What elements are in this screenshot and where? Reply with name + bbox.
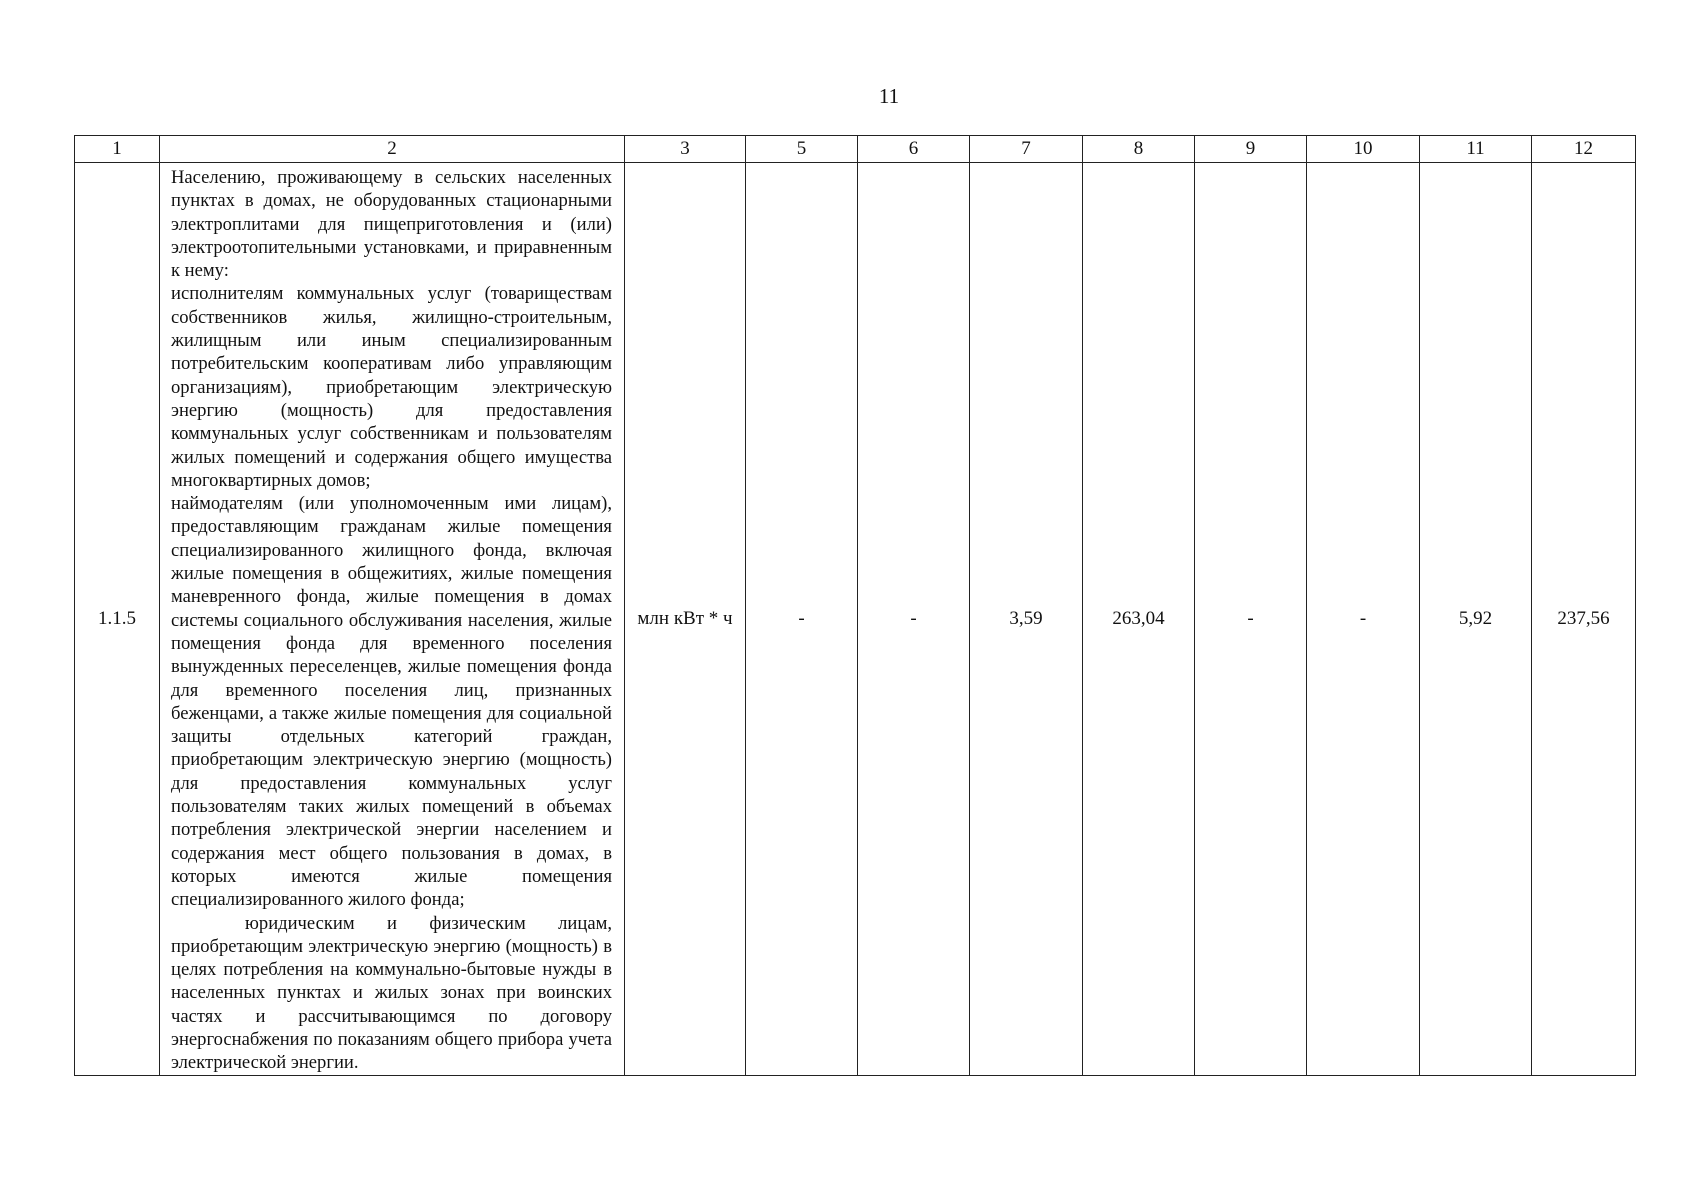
header-col-6: 6 xyxy=(858,136,970,163)
description-paragraph: юридическим и физическим лицам, приобретающим электрическую энергию (мощность) в целях потребления на коммунально-бытовые нужды в населенных пунктах и жилых зонах при воинских частях и рассчитывающимся по договору энергоснабжения по показаниям общего прибора учета электрической энергии. xyxy=(171,912,612,1074)
header-col-11: 11 xyxy=(1420,136,1532,163)
header-col-2: 2 xyxy=(160,136,625,163)
row-description xyxy=(160,163,625,1076)
row-col-12: 237,56 xyxy=(1532,163,1636,1076)
row-unit: млн кВт * ч xyxy=(625,163,746,1076)
header-col-1: 1 xyxy=(75,136,160,163)
header-col-5: 5 xyxy=(746,136,858,163)
description-paragraph: наймодателям (или уполномоченным ими лицам), предоставляющим гражданам жилые помещения специализированного жилищного фонда, включая жилые помещения в общежитиях, жилые помещения маневренного фонда, жилые помещения в домах системы социального обслуживания населения, жилые помещения фонда для временного поселения вынужденных переселенцев, жилые помещения фонда для временного поселения лиц, признанных беженцами, а также жилые помещения для социальной защиты отдельных категорий граждан, приобретающим электрическую энергию (мощность) для предоставления коммунальных услуг пользователям таких жилых помещений в объемах потребления электрической энергии населением и содержания мест общего пользования в домах, в которых имеются жилые помещения специализированного жилого фонда; xyxy=(171,493,612,911)
header-col-12: 12 xyxy=(1532,136,1636,163)
row-col-7: 3,59 xyxy=(970,163,1083,1076)
header-col-7: 7 xyxy=(970,136,1083,163)
header-col-9: 9 xyxy=(1195,136,1307,163)
tariff-table xyxy=(74,135,1636,1076)
row-col-6: - xyxy=(858,163,970,1076)
row-col-10: - xyxy=(1307,163,1420,1076)
row-code: 1.1.5 xyxy=(75,163,160,1076)
row-col-8: 263,04 xyxy=(1083,163,1195,1076)
header-col-3: 3 xyxy=(625,136,746,163)
description-paragraph: Населению, проживающему в сельских населенных пунктах в домах, не оборудованных стационарными электроплитами для пищеприготовления и (или) электроотопительными установками, и приравненным к нему: xyxy=(171,167,612,282)
row-col-9: - xyxy=(1195,163,1307,1076)
description-paragraph: исполнителям коммунальных услуг (товариществам собственников жилья, жилищно-строительным, жилищным или иным специализированным потребительским кооперативам либо управляющим организациям), приобретающим электрическую энергию (мощность) для предоставления коммунальных услуг собственникам и пользователям жилых помещений и содержания общего имущества многоквартирных домов; xyxy=(171,283,612,491)
table-row xyxy=(75,163,1636,1076)
header-col-10: 10 xyxy=(1307,136,1420,163)
page-number: 11 xyxy=(878,84,900,108)
row-col-11: 5,92 xyxy=(1420,163,1532,1076)
row-col-5: - xyxy=(746,163,858,1076)
header-col-8: 8 xyxy=(1083,136,1195,163)
header-row xyxy=(75,136,1636,163)
